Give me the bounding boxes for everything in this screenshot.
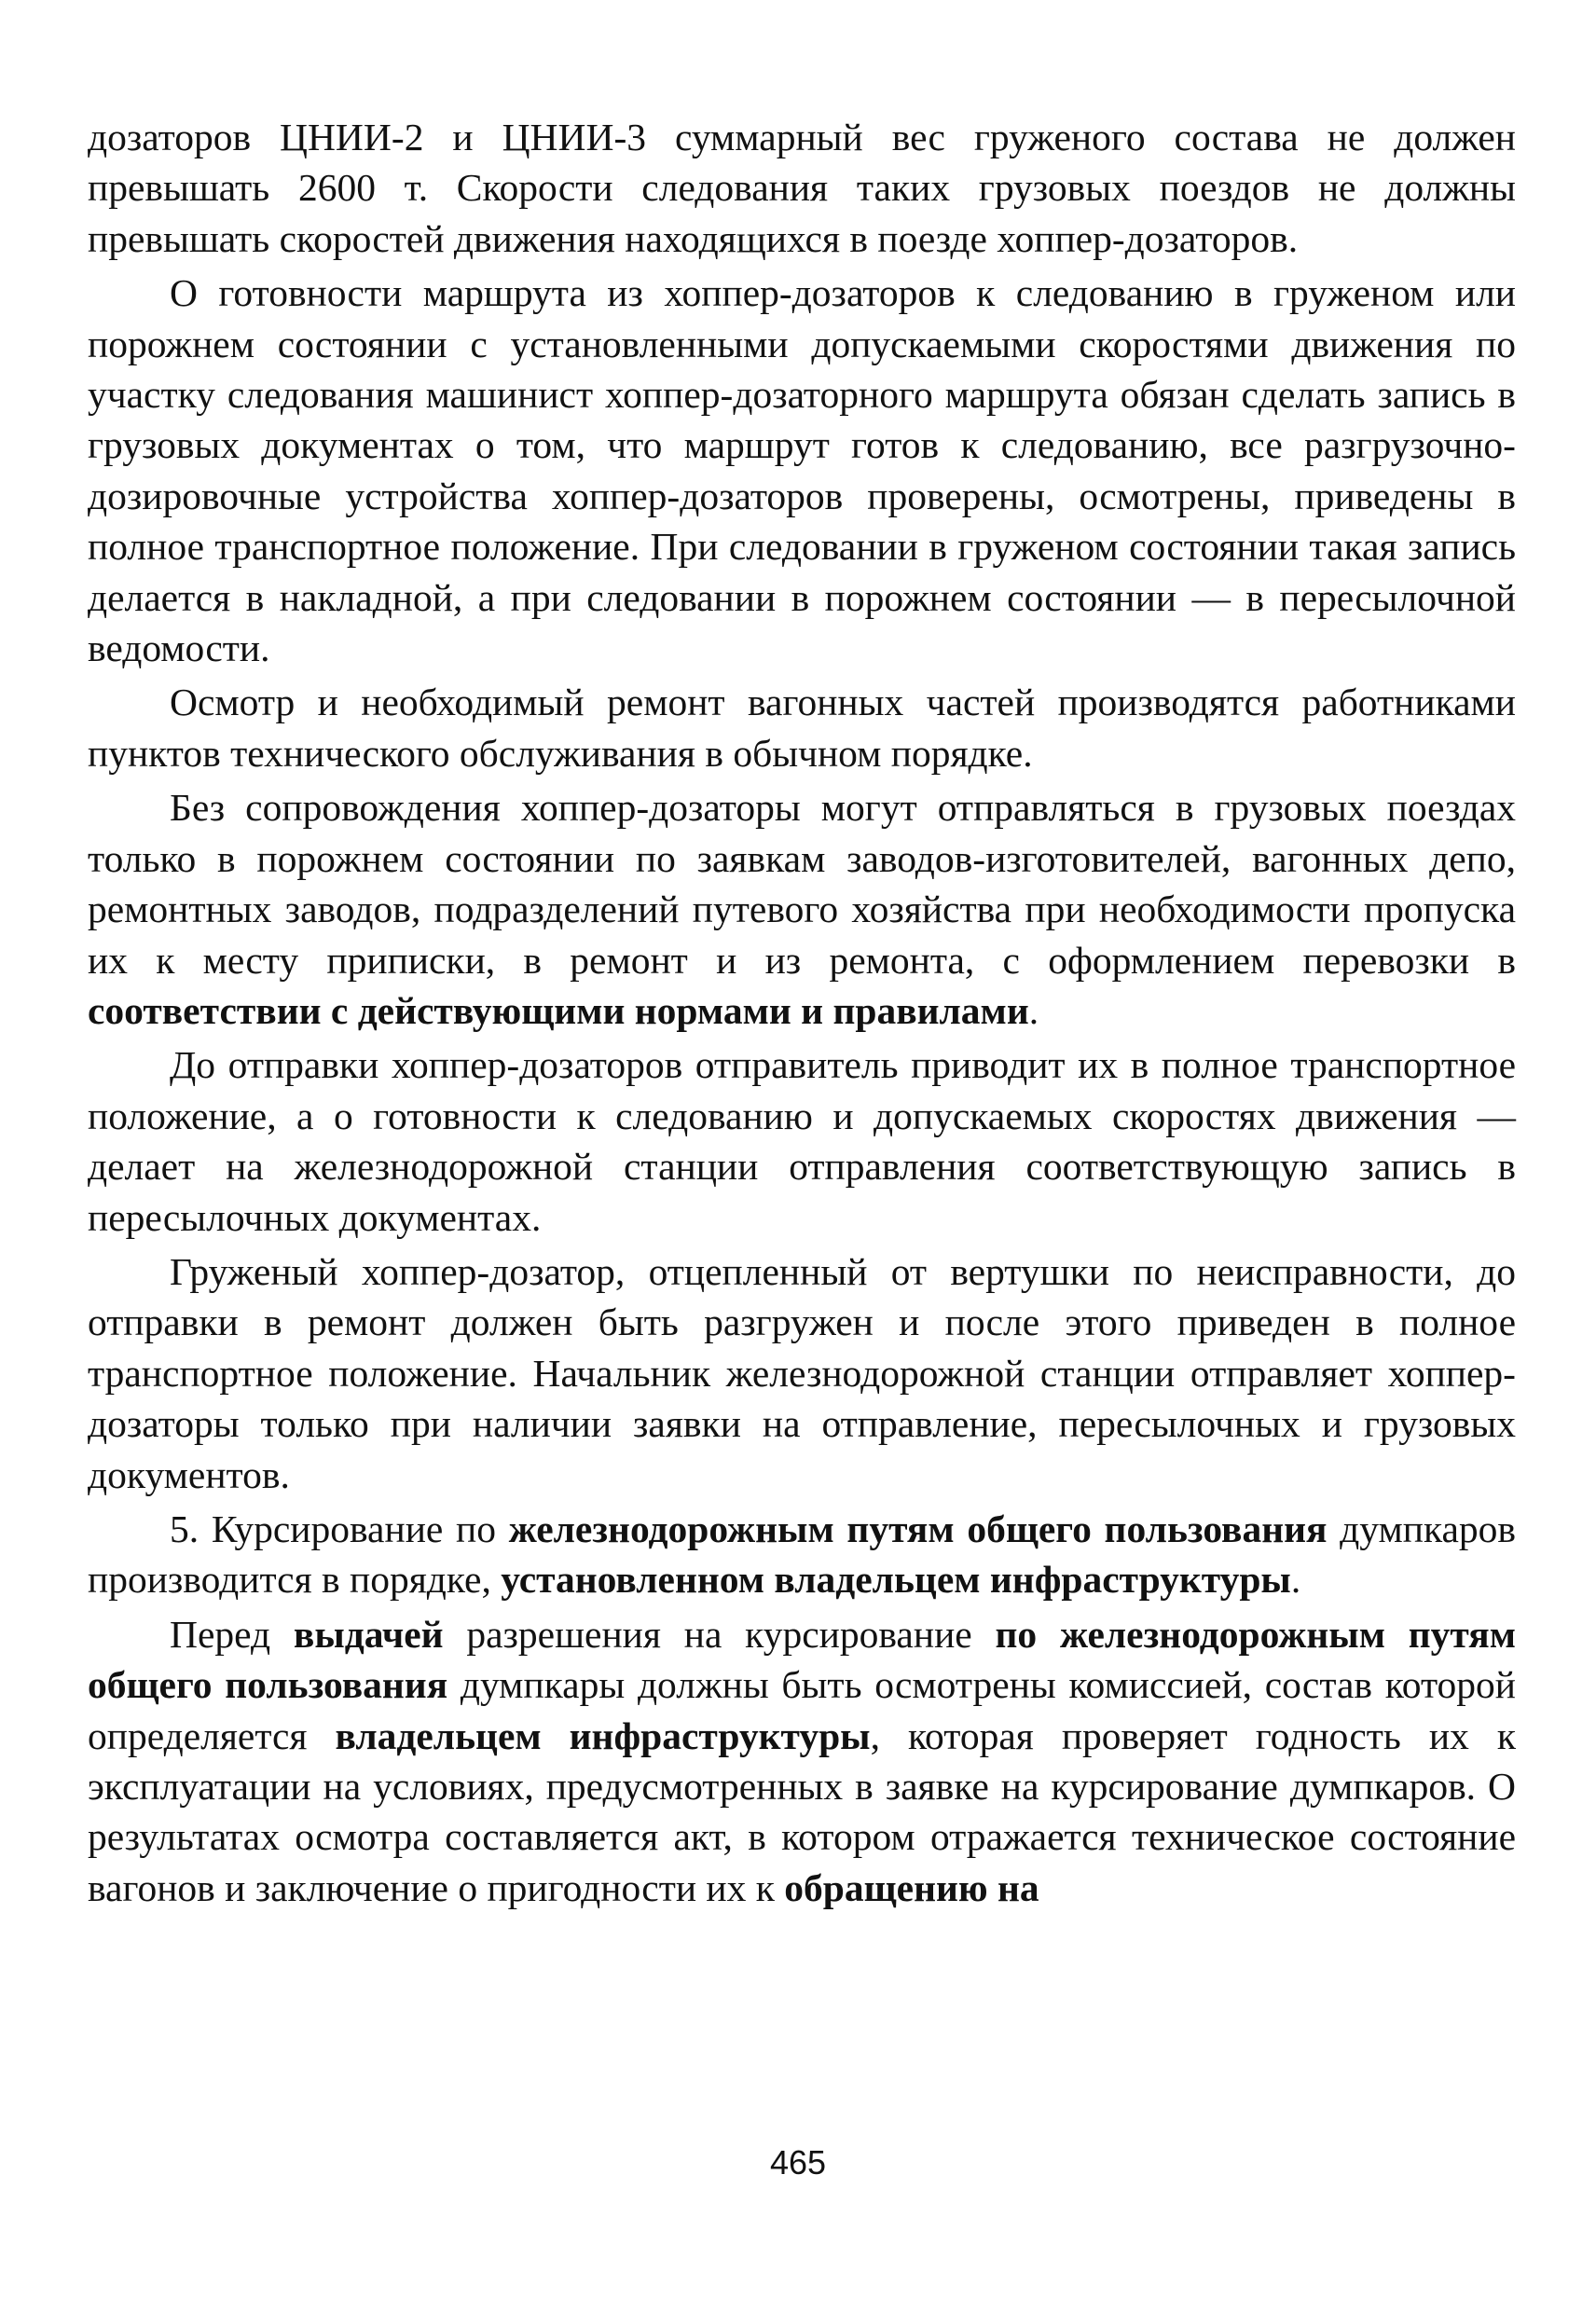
page-body bbox=[88, 112, 1516, 1913]
text-run: думпкары должны быть осмотрены комиссией, состав которой определяется bbox=[88, 1663, 1516, 1757]
text-run: . bbox=[1290, 1558, 1301, 1602]
text-run: О готовности маршрута из хоппер-дозаторов к следованию в груженом или порожнем состоянии с установленными допускаемыми скоростями движения по участку следования машинист хоппер-дозаторного маршрута обязан сделать запись в грузовых документах о том, что маршрут готов к следованию, все разгрузочно-дозировочные устройства хоппер-дозаторов проверены, осмотрены, приведены в полное транспортное положение. При следовании в груженом состоянии такая запись делается в накладной, а при следовании в порожнем состоянии — в пересылочной ведомости. bbox=[88, 271, 1516, 670]
paragraph bbox=[88, 1504, 1516, 1605]
bold-text-run: владельцем инфраструктуры bbox=[335, 1713, 871, 1757]
text-run: Перед bbox=[170, 1612, 294, 1656]
bold-text-run: соответствии с действующими нормами и правилами bbox=[88, 988, 1029, 1032]
text-run: дозаторов ЦНИИ-2 и ЦНИИ-3 суммарный вес груженого состава не должен превышать 2600 т. Скорости следования таких грузовых поездов не должны превышать скоростей движения находящихся в поезде хоппер-дозаторов. bbox=[88, 116, 1516, 260]
paragraph bbox=[88, 268, 1516, 673]
bold-text-run: выдачей bbox=[293, 1612, 444, 1656]
bold-text-run: железнодорожным путям общего пользования bbox=[508, 1507, 1328, 1550]
text-run: Осмотр и необходимый ремонт вагонных частей производятся работниками пунктов технического обслуживания в обычном порядке. bbox=[88, 681, 1516, 775]
text-run: думпкаров производится в порядке, bbox=[88, 1507, 1517, 1602]
paragraph bbox=[88, 677, 1516, 778]
paragraph bbox=[88, 1246, 1516, 1500]
bold-text-run: установленном владельцем инфраструктуры bbox=[501, 1558, 1291, 1602]
paragraph bbox=[88, 1039, 1516, 1243]
text-run: . bbox=[1028, 988, 1039, 1032]
text-run: , которая проверяет годность их к эксплуатации на условиях, предусмотренных в заявке на курсирование думпкаров. О результатах осмотра составляется акт, в котором отражается техническое состояние вагонов и заключение о пригодности их к bbox=[88, 1713, 1516, 1909]
bold-text-run: обращению на bbox=[784, 1865, 1039, 1909]
text-run: Груженый хоппер-дозатор, отцепленный от вертушки по неисправности, до отправки в ремонт должен быть разгружен и после этого приведен в полное транспортное положение. Начальник железнодорожной станции отправляет хоппер-дозаторы только при наличии заявки на отправление, пересылочных и грузовых документов. bbox=[88, 1249, 1516, 1496]
text-run: разрешения на курсирование bbox=[443, 1612, 996, 1656]
paragraph bbox=[88, 112, 1516, 264]
page-number: 465 bbox=[769, 2143, 827, 2181]
text-run: До отправки хоппер-дозаторов отправитель приводит их в полное транспортное положение, а о готовности к следованию и допускаемых скоростях движения — делает на железнодорожной станции отправления соответствующую запись в пересылочных документах. bbox=[88, 1043, 1516, 1239]
bold-text-run: по железнодорожным путям общего пользования bbox=[88, 1612, 1516, 1707]
paragraph bbox=[88, 1609, 1516, 1913]
text-run: Без сопровождения хоппер-дозаторы могут отправляться в грузовых поездах только в порожнем состоянии по заявкам заводов-изготовителей, вагонных депо, ремонтных заводов, подразделений путевого хозяйства при необходимости пропуска их к месту приписки, в ремонт и из ремонта, с оформлением перевозки в bbox=[88, 786, 1516, 982]
text-run: 5. Курсирование по bbox=[170, 1507, 509, 1550]
paragraph bbox=[88, 782, 1516, 1036]
